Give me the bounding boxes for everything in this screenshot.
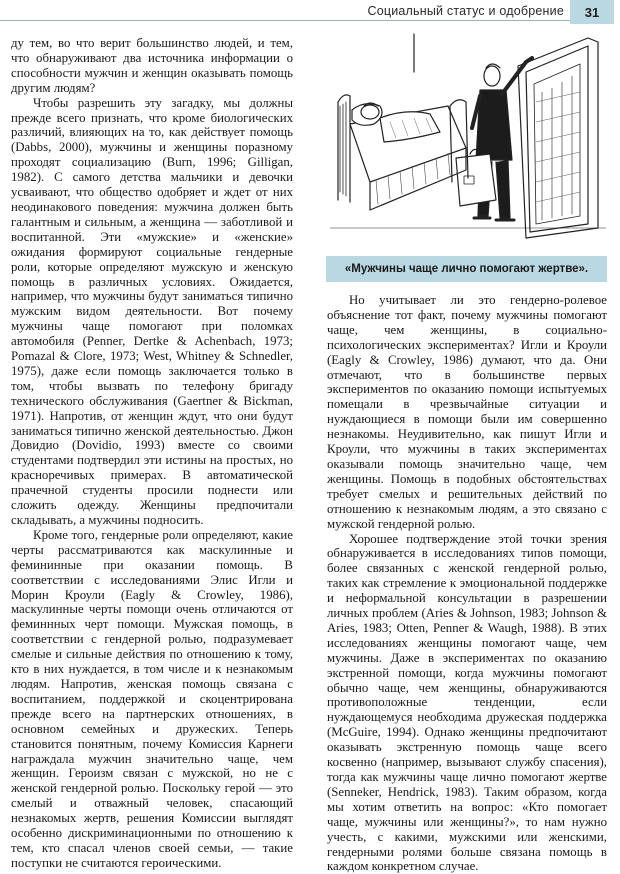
right-column bbox=[327, 293, 607, 874]
header-rule bbox=[0, 20, 582, 21]
running-title: Социальный статус и одобрение bbox=[367, 4, 564, 18]
left-column bbox=[11, 36, 293, 871]
paragraph: Но учитывает ли это гендерно-ролевое объяснение тот факт, почему мужчины помогают чаще, чем женщины, в социально-психологических экспериментах? Игли и Кроули (Eagly & Crowley, 1986) думают, что да. Они отмечают, что в большинстве первых экспериментов по оказанию помощи испытуемых помещали в чрезвычайные ситуации и нуждающиеся в помощи были им совершенно незнакомы. Неудивительно, как пишут Игли и Кроули, что мужчины в таких экспериментах оказывали помощь значительно чаще, чем женщины. Помощь в подобных обстоятельствах требует смелых и решительных действий по отношению к незнакомым людям, а это связано с мужской гендерной ролью. bbox=[327, 293, 607, 532]
paragraph: Хорошее подтверждение этой точки зрения обнаруживается в исследованиях типов помощи, более связанных с женской гендерной ролью, таких как стремление к эмоциональной поддержке и неформальной консультации в разрешении личных проблем (Aries & Johnson, 1983; Johnson & Aries, 1983; Otten, Penner & Waugh, 1988). В этих исследованиях женщины помогают чаще, чем мужчины. Даже в экспериментах по оказанию экстренной помощи, когда мужчины помогают обычно чаще, чем женщины, обнаруживаются противоположные тенденции, если нуждающемуся необходима дружеская поддержка (McGuire, 1994). Однако женщины предпочитают оказывать экстренную помощь чаще всего косвенно (например, вызывают службу спасения), тогда как мужчины чаще лично помогают жертве (Senneker, Hendrick, 1983). Таким образом, когда мы хотим ответить на вопрос: «Кто помогает чаще, мужчины или женщины?», то нам нужно учесть, с какими, мужскими или женскими, гендерными ролями больше связана помощь в каждом конкретном случае. bbox=[327, 532, 607, 874]
paragraph: Кроме того, гендерные роли определяют, какие черты рассматриваются как маскулинные и фемининные при оказании помощь. В соответствии с исследованиями Элис Игли и Морин Кроули (Eagly & Crowley, 1986), маскулинные черты помощи очень отличаются от феминнных черт помощи. Мужская помощь, в соответствии с гендерной ролью, подразумевает смелые и сильные действия по отношению к тому, кто в них нуждается, в том числе и к незнакомым людям. Напротив, женская помощь связана с воспитанием, поддержкой и скоцентрирована прежде всего на партнерских отношениях, в основном семейных и дружеских. Теперь становится понятным, почему Комиссия Карнеги награждала мужчин значительно чаще, чем женщин. Героизм связан с мужской, но не с женской гендерной ролью. Поскольку герой — это смелый и отважный человек, спасающий незнакомых жертв, решения Комиссии выглядят особенно дискриминационными по отношению к тем, кто спасал членов своей семьи, — такие поступки не считаются героическими. bbox=[11, 528, 293, 871]
cartoon-illustration bbox=[330, 32, 606, 246]
paragraph: ду тем, во что верит большинство людей, и тем, что обнаруживают два источника информации о способности мужчин и женщин оказывать помощь другим людям? bbox=[11, 36, 293, 96]
page-number: 31 bbox=[570, 0, 614, 24]
figure-caption: «Мужчины чаще лично помогают жертве». bbox=[326, 256, 607, 282]
paragraph: Чтобы разрешить эту загадку, мы должны прежде всего признать, что кроме биологических различий, влияющих на то, как действует помощь (Dabbs, 2000), мужчины и женщины поразному проходят социализацию (Burn, 1996; Gilligan, 1982). С самого детства мальчики и девочки усваивают, что общество одобряет и ждет от них неодинакового поведения: мужчина должен быть галантным и сильным, а женщина — заботливой и воспитанной. Эти «мужские» и «женские» ожидания формируют социальные гендерные роли, которые определяют мужскую и женскую помощь в различных условиях. Ожидается, например, что мужчины будут заниматься типично мужским видом деятельности. Вот почему мужчины чаще помогают при поломках автомобиля (Penner, Dertke & Achenbach, 1973; Pomazal & Clore, 1973; West, Whitney & Schnedler, 1975), даже если помощь заключается только в том, чтобы вызвать по телефону бригаду технического обслуживания (Gaertner & Bickman, 1971). Напротив, от женщин ждут, что они будут заниматься типично женской деятельностью. Джон Довидио (Dovidio, 1993) вместе со своими студентами подтвердил эти истины на простых, но красноречивых примерах. В автоматической прачечной студенты просили поднести или сложить одежду. Женщины предпочитали складывать, а мужчины подносить. bbox=[11, 96, 293, 528]
